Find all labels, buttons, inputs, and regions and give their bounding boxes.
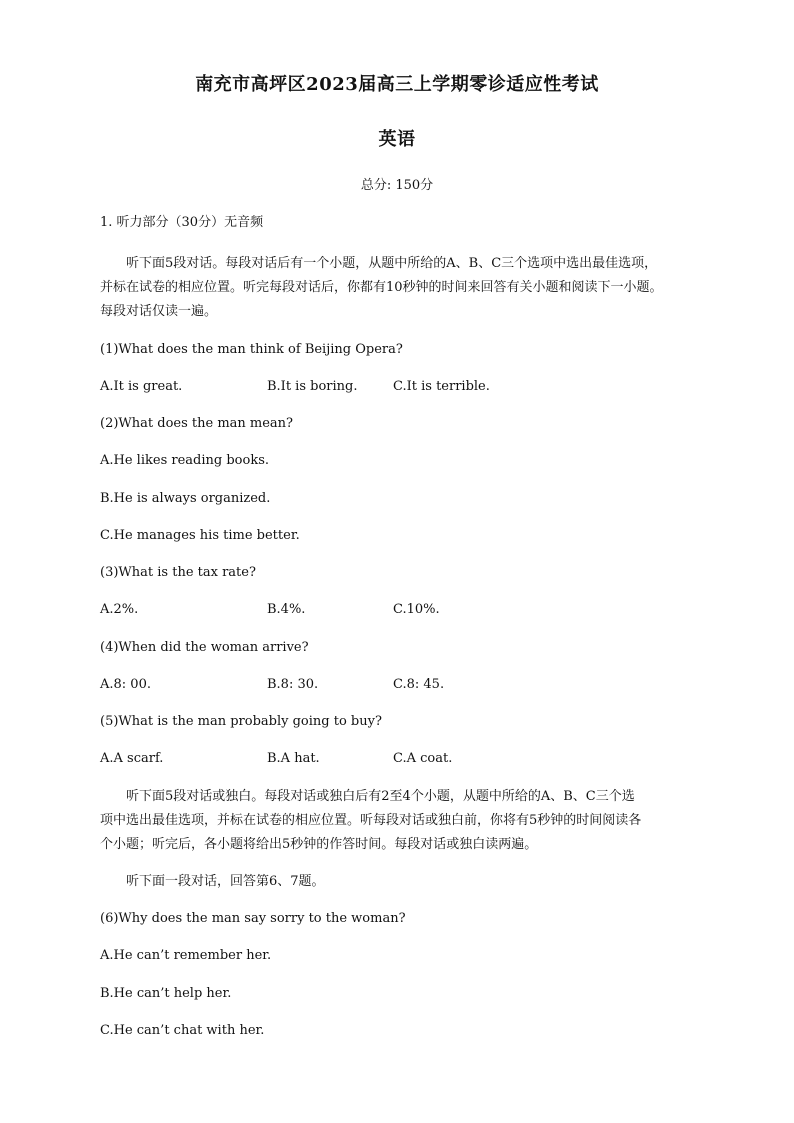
question-6-option-b: B.He can’t help her. bbox=[100, 986, 232, 1001]
question-4-option-a: A.8: 00. bbox=[100, 677, 151, 692]
question-2-option-b: B.He is always organized. bbox=[100, 491, 271, 506]
question-4-option-b: B.8: 30. bbox=[267, 677, 319, 692]
question-1-stem: (1)What does the man think of Beijing Opera? bbox=[100, 342, 403, 357]
instruction3: 听下面一段对话，回答第6、7题。 bbox=[126, 874, 325, 889]
question-2-stem: (2)What does the man mean? bbox=[100, 416, 294, 431]
question-2-option-c: C.He manages his time better. bbox=[100, 528, 300, 543]
question-3-option-b: B.4%. bbox=[267, 602, 306, 617]
question-1-option-b: B.It is boring. bbox=[267, 379, 358, 394]
instruction2-line2: 项中选出最佳选项，并标在试卷的相应位置。听每段对话或独白前，你将有5秒钟的时间阅读各 bbox=[100, 813, 642, 828]
total-score: 总分: 150分 bbox=[360, 178, 434, 193]
section-heading: 1. 听力部分（30分）无音频 bbox=[100, 215, 264, 230]
question-3-stem: (3)What is the tax rate? bbox=[100, 565, 256, 580]
instruction1-line3: 每段对话仅读一遍。 bbox=[100, 304, 218, 319]
question-4-option-c: C.8: 45. bbox=[393, 677, 445, 692]
question-5-option-b: B.A hat. bbox=[267, 751, 320, 766]
subject-title: 英语 bbox=[378, 129, 416, 150]
question-3-option-a: A.2%. bbox=[100, 602, 139, 617]
question-1-option-c: C.It is terrible. bbox=[393, 379, 490, 394]
question-5-option-c: C.A coat. bbox=[393, 751, 453, 766]
question-3-option-c: C.10%. bbox=[393, 602, 440, 617]
question-5-option-a: A.A scarf. bbox=[100, 751, 164, 766]
exam-title: 南充市高坪区2023届高三上学期零诊适应性考试 bbox=[195, 74, 599, 95]
question-2-option-a: A.He likes reading books. bbox=[100, 453, 269, 468]
instruction1-line2: 并标在试卷的相应位置。听完每段对话后，你都有10秒钟的时间来回答有关小题和阅读下一小题。 bbox=[100, 280, 663, 295]
instruction2-line3: 个小题；听完后，各小题将给出5秒钟的作答时间。每段对话或独白读两遍。 bbox=[100, 837, 538, 852]
question-6-option-c: C.He can’t chat with her. bbox=[100, 1023, 265, 1038]
question-4-stem: (4)When did the woman arrive? bbox=[100, 640, 309, 655]
instruction1-line1: 听下面5段对话。每段对话后有一个小题，从题中所给的A、B、C三个选项中选出最佳选项， bbox=[126, 256, 658, 271]
question-5-stem: (5)What is the man probably going to buy? bbox=[100, 714, 382, 729]
question-6-option-a: A.He can’t remember her. bbox=[100, 948, 272, 963]
question-6-stem: (6)Why does the man say sorry to the woman? bbox=[100, 911, 406, 926]
question-1-option-a: A.It is great. bbox=[100, 379, 183, 394]
instruction2-line1: 听下面5段对话或独白。每段对话或独白后有2至4个小题，从题中所给的A、B、C三个选 bbox=[126, 789, 635, 804]
